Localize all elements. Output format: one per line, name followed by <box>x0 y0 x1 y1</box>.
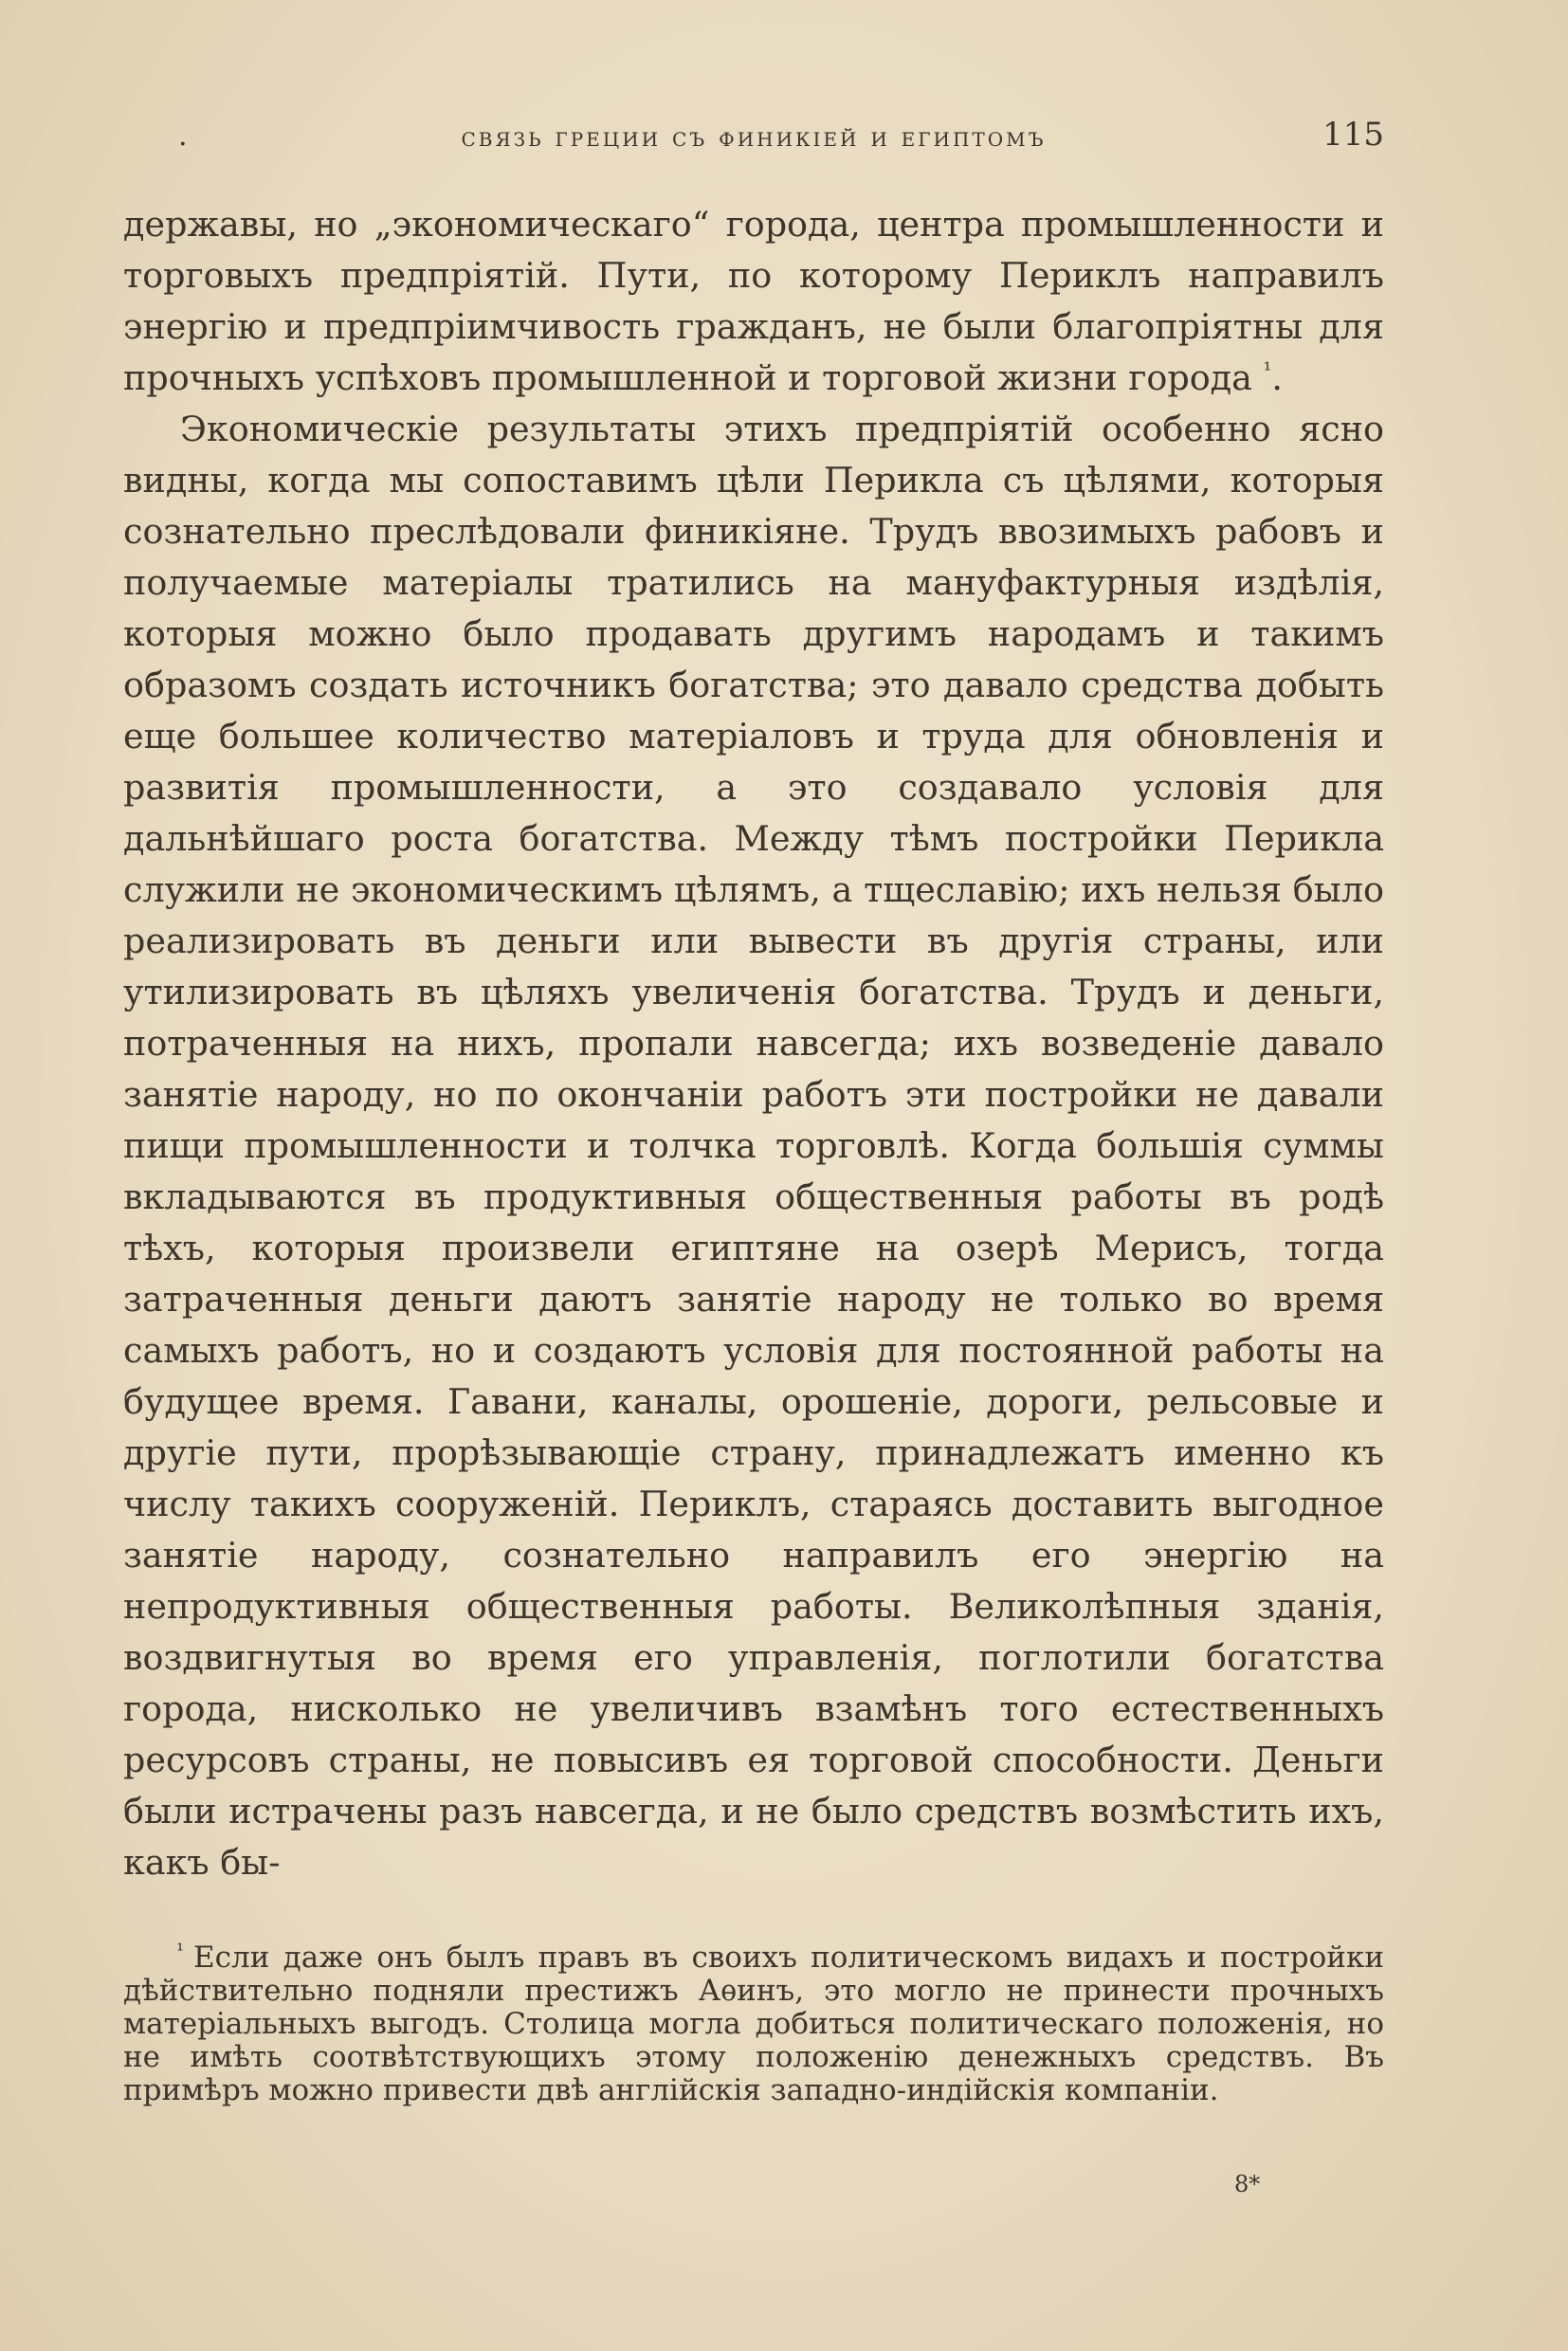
running-head-title: связь греции съ финикiей и египтомъ <box>461 121 1047 153</box>
footnote-number: ¹ <box>176 1938 185 1961</box>
footnote <box>123 1938 1384 2107</box>
footnote-reference: ¹ <box>1263 358 1272 383</box>
footnote-text: Если даже онъ былъ правъ въ своихъ политическомъ видахъ и постройки дѣйствительно подняли престижъ Аѳинъ, это могло не принести прочныхъ матерiальныхъ выгодъ. Столица могла добиться политическаго положенiя, но не имѣть соотвѣтствующихъ этому положенiю денежныхъ средствъ. Въ примѣръ можно привести двѣ англiйскiя западно-индiйскiя компанiи. <box>123 1941 1384 2107</box>
running-head <box>123 112 1384 159</box>
footnote-paragraph <box>123 1938 1384 2107</box>
paragraph-1-end: . <box>1271 357 1283 398</box>
signature-mark: 8* <box>1234 2171 1261 2197</box>
page-number: 115 <box>1322 116 1384 154</box>
paragraph-1 <box>123 199 1384 404</box>
body-text <box>123 199 1384 1888</box>
header-dot: . <box>178 119 188 153</box>
paragraph-2: Экономическiе результаты этихъ предпрiятiй особенно ясно видны, когда мы сопоставимъ цѣли Перикла съ цѣлями, которыя сознательно преслѣдовали финикiяне. Трудъ ввозимыхъ рабовъ и получаемые матерiалы тратились на мануфактурныя издѣлiя, которыя можно было продавать другимъ народамъ и такимъ образомъ создать источникъ богатства; это давало средства добыть еще большее количество матерiаловъ и труда для обновленiя и развитiя промышленности, а это создавало условiя для дальнѣйшаго роста богатства. Между тѣмъ постройки Перикла служили не экономическимъ цѣлямъ, а тщеславiю; ихъ нельзя было реализировать въ деньги или вывести въ другiя страны, или утилизировать въ цѣляхъ увеличенiя богатства. Трудъ и деньги, потраченныя на нихъ, пропали навсегда; ихъ возведенiе давало занятiе народу, но по окончанiи работъ эти постройки не давали пищи промышленности и толчка торговлѣ. Когда большiя суммы вкладываются въ продуктивныя общественныя работы въ родѣ тѣхъ, которыя произвели египтяне на озерѣ Мерисъ, тогда затраченныя деньги даютъ занятiе народу не только во время самыхъ работъ, но и создаютъ условiя для постоянной работы на будущее время. Гавани, каналы, орошенiе, дороги, рельсовые и другiе пути, прорѣзывающiе страну, принадлежатъ именно къ числу такихъ сооруженiй. Периклъ, стараясь доставить выгодное занятiе народу, сознательно направилъ его энергiю на непродуктивныя общественныя работы. Великолѣпныя зданiя, воздвигнутыя во время его управленiя, поглотили богатства города, нисколько не увеличивъ взамѣнъ того естественныхъ ресурсовъ страны, не повысивъ ея торговой способности. Деньги были истрачены разъ навсегда, и не было средствъ возмѣстить ихъ, какъ бы- <box>123 409 1384 1883</box>
paragraph-1-text: державы, но „экономическаго“ города, центра промышленности и торговыхъ предпрiятiй. Пути, по которому Периклъ направилъ энергiю и предпрiимчивость гражданъ, не были благопрiятны для прочныхъ успѣховъ промышленной и торговой жизни города <box>123 204 1384 398</box>
